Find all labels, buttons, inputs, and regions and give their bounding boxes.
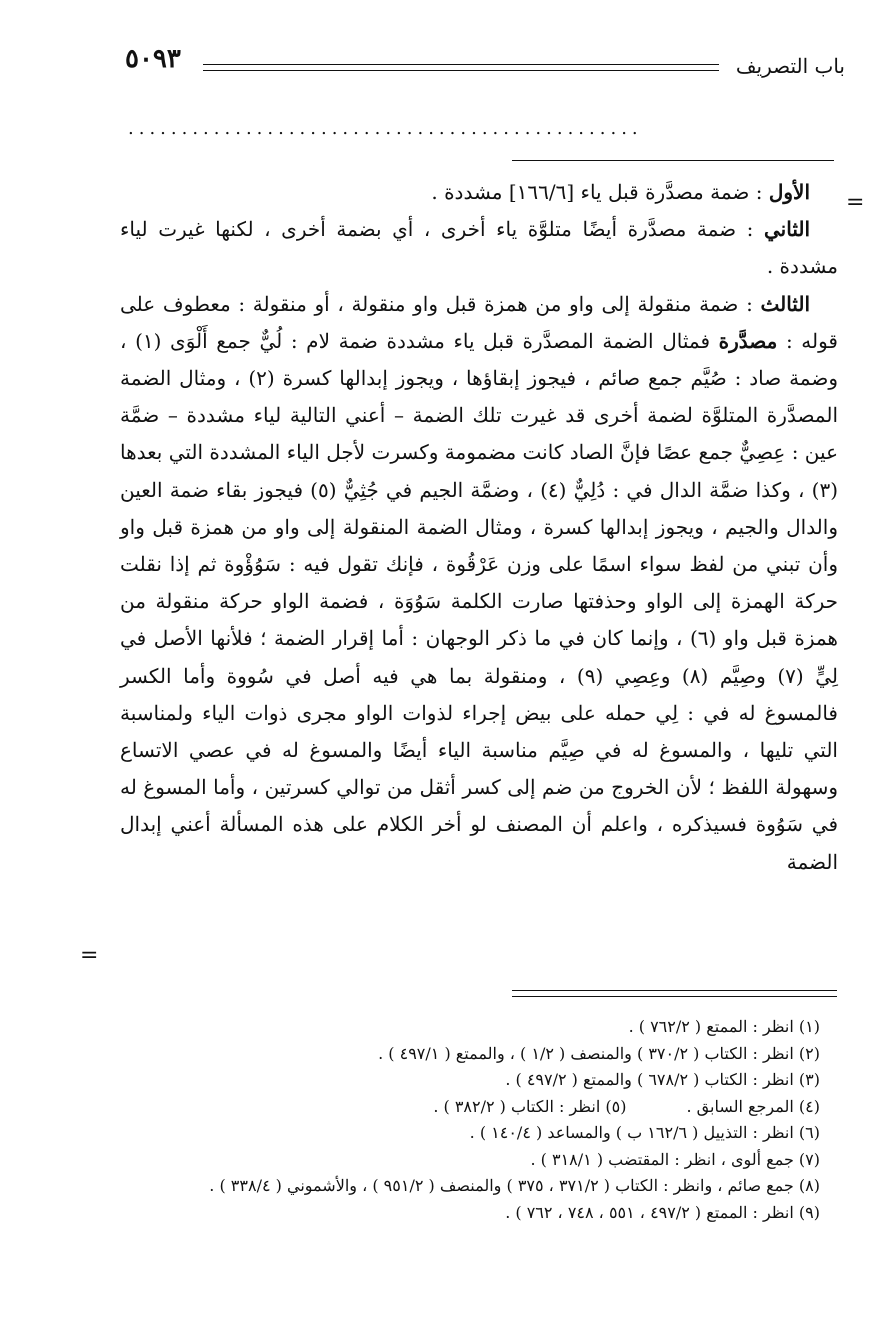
paragraph-third — [120, 286, 838, 881]
footnote-9: (٩) انظر : الممتع ( ٤٩٧/٢ ، ٥٥١ ، ٧٤٨ ، ٧٦٢ ) . — [505, 1202, 820, 1222]
paragraph-second — [120, 211, 838, 285]
paragraph-text: : ضمة مصدَّرة قبل ياء [١٦٦/٦] مشددة . — [431, 180, 769, 204]
footnote-4-5 — [100, 1094, 820, 1121]
chapter-title: باب التصريف — [735, 54, 845, 78]
paragraph-text: : ضمة مصدَّرة أيضًا متلوَّة ياء أخرى ، أي بضمة أخرى ، لكنها غيرت لياء مشددة . — [120, 217, 838, 279]
header-rule — [203, 64, 719, 65]
top-rule — [512, 160, 834, 161]
bold-term: مصدَّرة — [718, 328, 778, 353]
dotted-separator: ................................................ — [128, 118, 643, 139]
footnote-rule — [512, 996, 837, 997]
paragraph-text: فمثال الضمة المصدَّرة قبل ياء مشددة ضمة لام : لُيٌّ جمع أَلْوَى (١) ، وضمة صاد : صُيَّم جمع صائم ، فيجوز إبقاؤها ، ويجوز إبدالها كسرة (٢) ، ومثال الضمة المصدَّرة المتلوَّة لضمة أخرى قد غيرت تلك الضمة – أعني التالية لياء مشددة – ضمَّة عين : عِصِيٌّ جمع عصًا فإنَّ الصاد كانت مضمومة وكسرت لأجل الياء المشددة التي بعدها (٣) ، وكذا ضمَّة الدال في : دُلِيٌّ (٤) ، وضمَّة الجيم في جُثِيٌّ (٥) فيجوز بقاء ضمة العين والدال والجيم ، ويجوز إبدالها كسرة ، ومثال الضمة المنقولة إلى واو من همزة قبل واو وأن تبني من لفظ سواء اسمًا على وزن عَرْقُوة ، فإنك تقول فيه : سَوُؤْوة ثم إذا نقلت حركة الهمزة إلى الواو وحذفتها صارت الكلمة سَوُوَة ، فضمة الواو حركة منقولة من همزة قبل واو (٦) ، وإنما كان في ما ذكر الوجهان : أما إقرار الضمة ؛ فلأنها الأصل في لِيٍّ (٧) وصِيَّم (٨) وعِصِي (٩) ، ومنقولة بما هي فيه أصل في سُووة وأما الكسر فالمسوغ له في : لِي حمله على بيض إجراء لذوات الواو مجرى ذوات الياء ولمناسبة التي تليها ، والمسوغ له في صِيَّم مناسبة الياء أيضًا والمسوغ له في عصي الاتساع وسهولة اللفظ ؛ لأن الخروج من ضم إلى كسر أثقل من توالي كسرتين ، وأما المسوغ له في سَوُوة فسيذكره ، واعلم أن المصنف لو أخر الكلام على هذه المسألة أعني إبدال الضمة — [120, 328, 839, 874]
header-rule — [203, 70, 719, 71]
footnote-8: (٨) جمع صائم ، وانظر : الكتاب ( ٣٧١/٢ ، ٣٧٥ ) والمنصف ( ٩٥١/٢ ) ، والأشموني ( ٣٣٨/٤ ) . — [209, 1176, 820, 1195]
page-header — [125, 36, 845, 86]
paragraph-lead: الثالث — [760, 291, 810, 316]
footnote-3: (٣) انظر : الكتاب ( ٦٧٨/٢ ) والممتع ( ٤٩٧/٢ ) . — [505, 1070, 820, 1089]
paragraph-text: : ضمة منقولة إلى واو من همزة قبل واو منقولة ، أو منقولة : معطوف على قوله : — [120, 291, 838, 353]
main-text — [120, 174, 838, 881]
continuation-mark-bottom: = — [80, 943, 99, 968]
footnote-7: (٧) جمع ألوى ، انظر : المقتضب ( ٣١٨/١ ) . — [530, 1149, 820, 1169]
paragraph-lead: الثاني — [763, 217, 810, 242]
footnote-1: (١) انظر : الممتع ( ٧٦٢/٢ ) . — [628, 1017, 820, 1036]
footnote-4: (٤) المرجع السابق . — [686, 1096, 820, 1116]
footnotes — [100, 1014, 820, 1226]
continuation-mark-top: = — [846, 190, 865, 215]
footnote-2: (٢) انظر : الكتاب ( ٣٧٠/٢ ) والمنصف ( ١/٢ ) ، والممتع ( ٤٩٧/١ ) . — [378, 1043, 820, 1063]
paragraph-lead: الأول — [768, 180, 810, 204]
page-number: ٥٠٩٣ — [125, 44, 181, 74]
footnote-5: (٥) انظر : الكتاب ( ٣٨٢/٢ ) . — [433, 1096, 627, 1116]
footnote-6: (٦) انظر : التذييل ( ١٦٢/٦ ب ) والمساعد ( ١٤٠/٤ ) . — [469, 1123, 820, 1142]
paragraph-first — [120, 174, 838, 211]
footnote-rule — [512, 990, 837, 991]
